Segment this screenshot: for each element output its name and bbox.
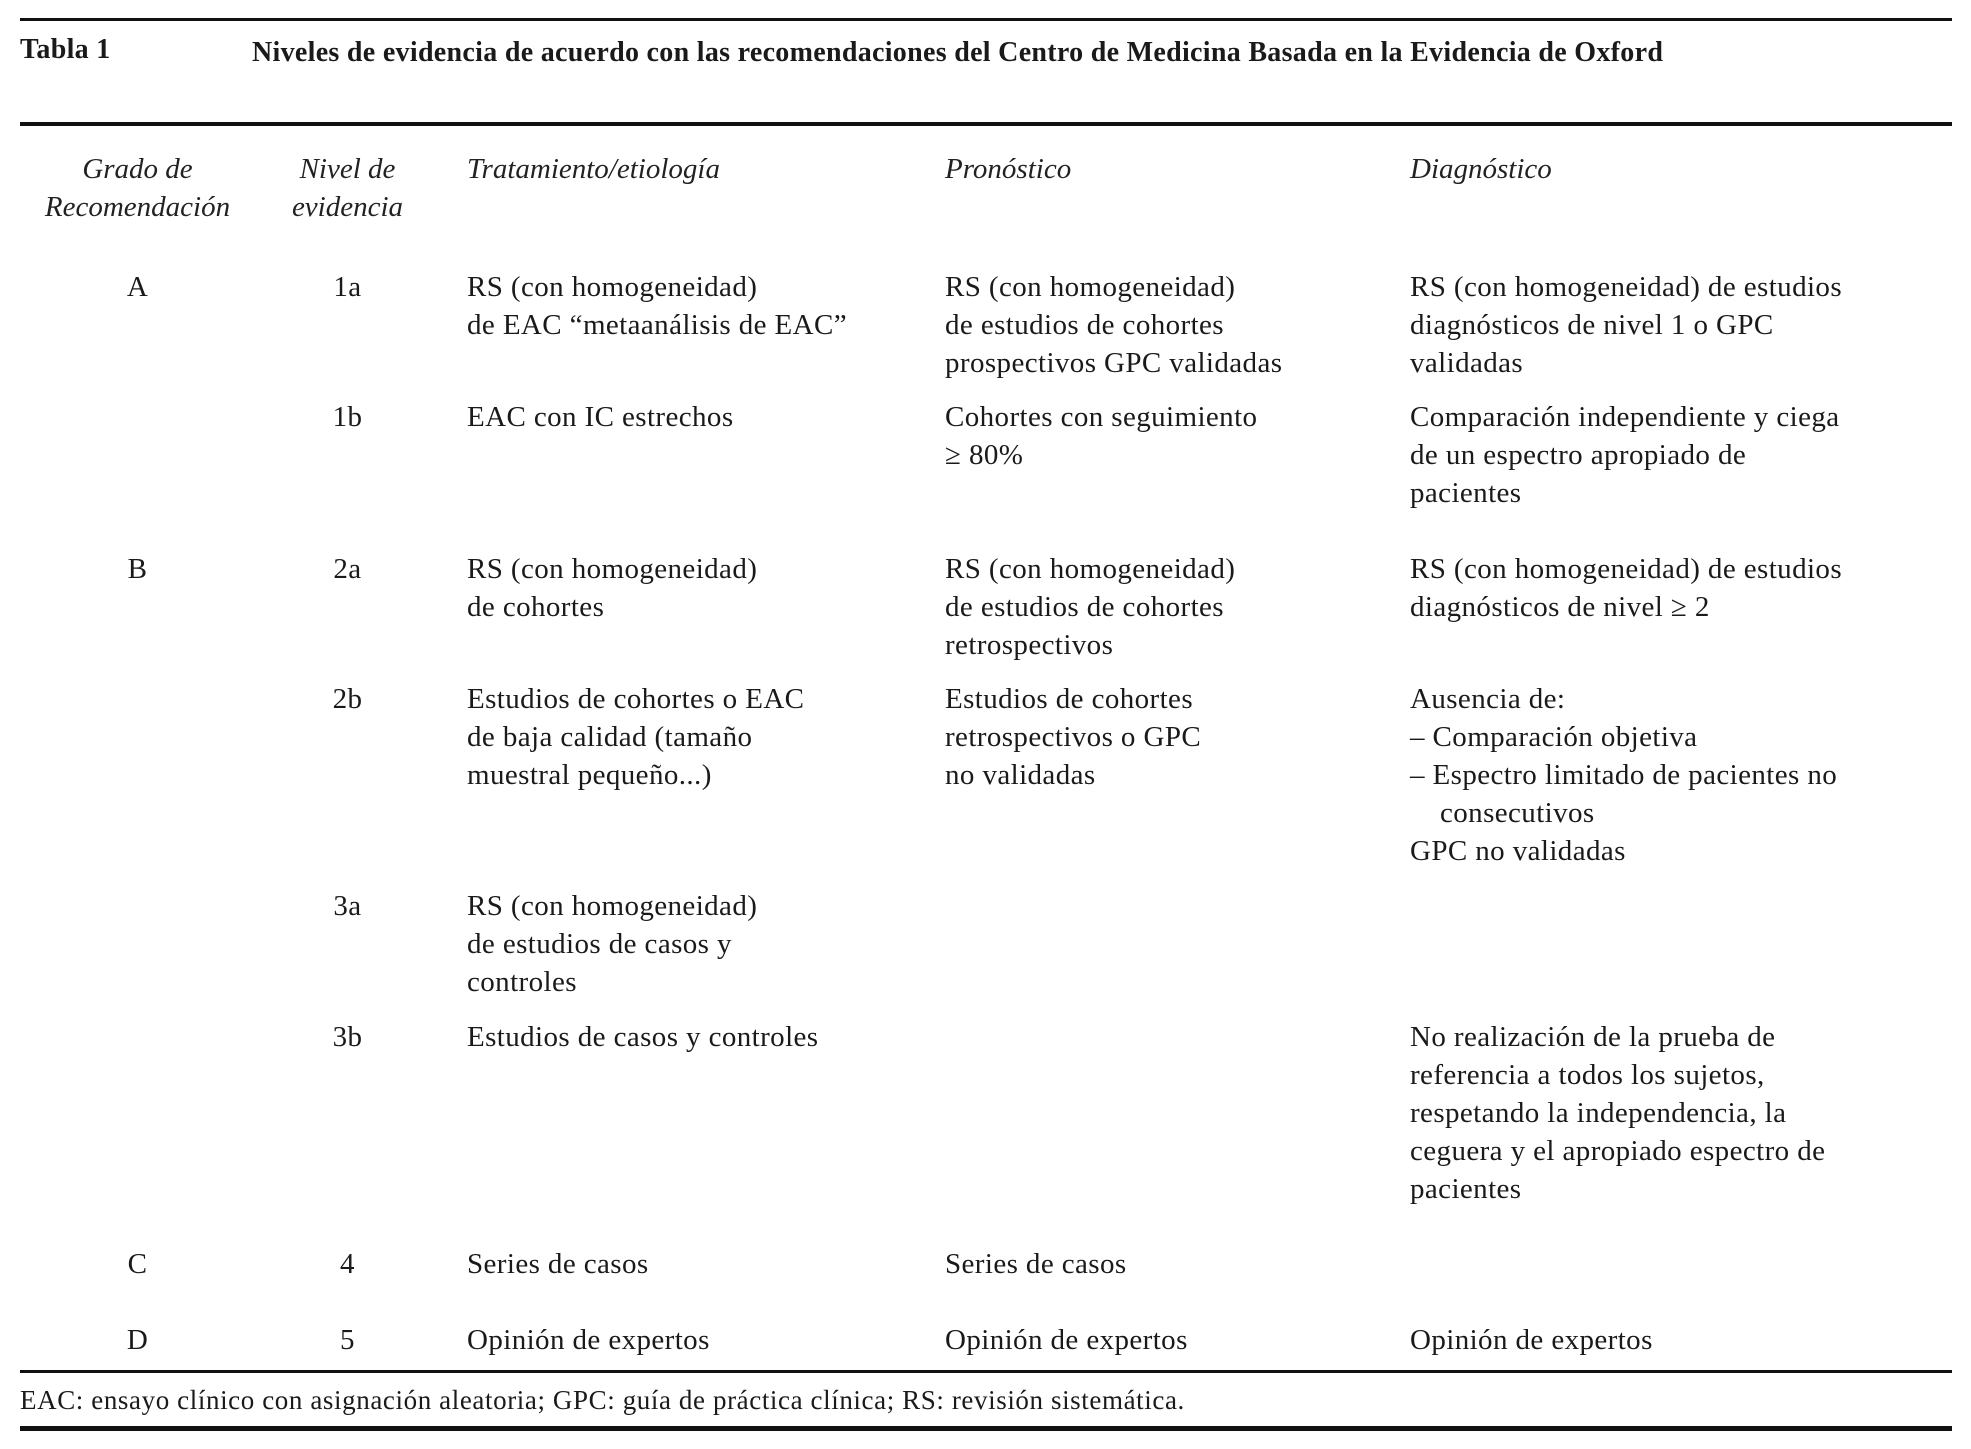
- header-treatment: Tratamiento/etiología: [467, 153, 720, 185]
- row-1a-prognosis: RS (con homogeneidad) de estudios de cohortes prospectivos GPC validadas: [945, 271, 1283, 379]
- top-rule: [20, 18, 1952, 21]
- row-3b-diagnosis: No realización de la prueba de referencia a todos los sujetos, respetando la independencia, la ceguera y el apropiado espectro de pacientes: [1410, 1021, 1826, 1205]
- row-5-prognosis: Opinión de expertos: [945, 1324, 1188, 1356]
- footnote-bottom-rule: [20, 1426, 1952, 1431]
- row-1a-grade: A: [126, 271, 149, 303]
- row-1a-diagnosis: RS (con homogeneidad) de estudios diagnósticos de nivel 1 o GPC validadas: [1410, 271, 1843, 379]
- row-2b-prognosis: Estudios de cohortes retrospectivos o GPC no validadas: [945, 683, 1202, 791]
- row-1b-prognosis: Cohortes con seguimiento ≥ 80%: [945, 401, 1258, 471]
- header-diagnosis: Diagnóstico: [1410, 153, 1552, 185]
- row-1b-treatment: EAC con IC estrechos: [467, 401, 734, 433]
- row-2b-diagnosis-bullet: – Espectro limitado de pacientes no consecutivos: [1410, 759, 1838, 829]
- row-5-level: 5: [340, 1324, 355, 1356]
- row-2a-grade: B: [127, 553, 148, 585]
- row-5-grade: D: [126, 1324, 149, 1356]
- header-level: Nivel de evidencia: [291, 153, 404, 223]
- row-1b-level: 1b: [332, 401, 363, 433]
- title-rule: [20, 122, 1952, 126]
- header-grade: Grado de Recomendación: [44, 153, 231, 223]
- row-2a-treatment: RS (con homogeneidad) de cohortes: [467, 553, 758, 623]
- row-4-grade: C: [127, 1248, 148, 1280]
- row-1a-level: 1a: [333, 271, 362, 303]
- row-5-diagnosis: Opinión de expertos: [1410, 1324, 1653, 1356]
- table-footnote: EAC: ensayo clínico con asignación aleatoria; GPC: guía de práctica clínica; RS: revisión sistemática.: [20, 1385, 1185, 1415]
- row-3b-level: 3b: [332, 1021, 363, 1053]
- row-2a-level: 2a: [333, 553, 362, 585]
- row-2a-diagnosis: RS (con homogeneidad) de estudios diagnósticos de nivel ≥ 2: [1410, 553, 1843, 623]
- row-2b-diagnosis-outro: GPC no validadas: [1410, 835, 1626, 867]
- row-4-treatment: Series de casos: [467, 1248, 649, 1280]
- row-4-prognosis: Series de casos: [945, 1248, 1127, 1280]
- row-1a-treatment: RS (con homogeneidad) de EAC “metaanálisis de EAC”: [467, 271, 848, 341]
- row-3b-treatment: Estudios de casos y controles: [467, 1021, 819, 1053]
- row-3a-treatment: RS (con homogeneidad) de estudios de casos y controles: [467, 890, 758, 998]
- row-2b-level: 2b: [332, 683, 363, 715]
- table-bottom-rule: [20, 1370, 1952, 1373]
- row-1b-diagnosis: Comparación independiente y ciega de un espectro apropiado de pacientes: [1410, 401, 1840, 509]
- row-3a-level: 3a: [333, 890, 362, 922]
- row-2b-diagnosis-intro: Ausencia de:: [1410, 683, 1566, 715]
- row-2b-diagnosis: [1410, 680, 1955, 870]
- row-4-level: 4: [340, 1248, 355, 1280]
- row-5-treatment: Opinión de expertos: [467, 1324, 710, 1356]
- table-number: Tabla 1: [20, 34, 111, 65]
- row-2b-diagnosis-bullet: – Comparación objetiva: [1410, 721, 1698, 753]
- table-title: Niveles de evidencia de acuerdo con las recomendaciones del Centro de Medicina Basada en la Evidencia de Oxford: [252, 37, 1664, 68]
- row-2b-treatment: Estudios de cohortes o EAC de baja calidad (tamaño muestral pequeño...): [467, 683, 805, 791]
- header-prognosis: Pronóstico: [945, 153, 1072, 185]
- row-2a-prognosis: RS (con homogeneidad) de estudios de cohortes retrospectivos: [945, 553, 1236, 661]
